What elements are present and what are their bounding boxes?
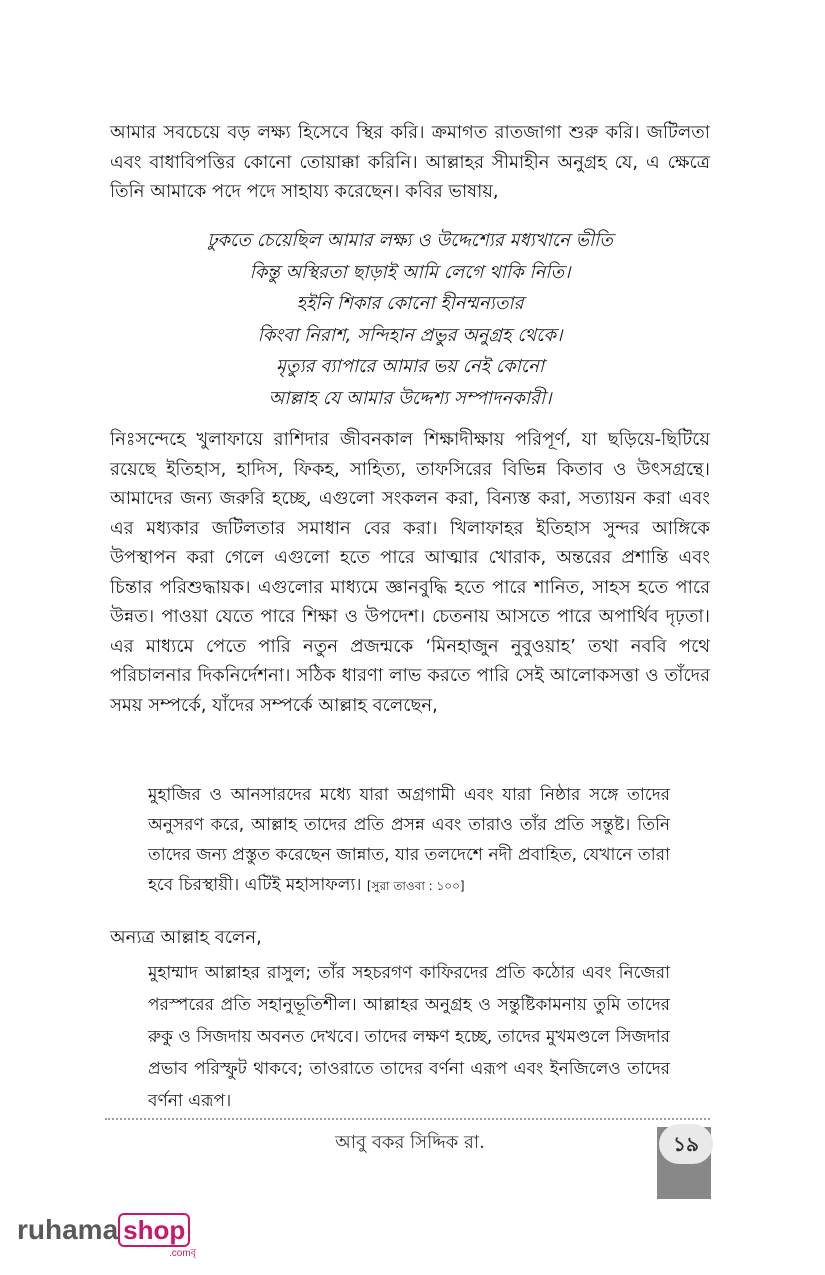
ruhamashop-logo — [17, 1213, 197, 1259]
body-paragraph-2: নিঃসন্দেহে খুলাফায়ে রাশিদার জীবনকাল শিক্ষাদীক্ষায় পরিপূর্ণ, যা ছড়িয়ে-ছিটিয়ে রয়েছে ইতিহাস, হাদিস, ফিকহ, সাহিত্য, তাফসিরের বিভিন্ন কিতাব ও উৎসগ্রন্থে। আমাদের জন্য জরুরি হচ্ছে, এগুলো সংকলন করা, বিন্যস্ত করা, সত্যায়ন করা এবং এর মধ্যকার জটিলতার সমাধান বের করা। খিলাফাহর ইতিহাস সুন্দর আঙ্গিকে উপস্থাপন করা গেলে এগুলো হতে পারে আত্মার খোরাক, অন্তরের প্রশান্তি এবং চিন্তার পরিশুদ্ধায়ক। এগুলোর মাধ্যমে জ্ঞানবুদ্ধি হতে পারে শানিত, সাহস হতে পারে উন্নত। পাওয়া যেতে পারে শিক্ষা ও উপদেশ। চেতনায় আসতে পারে অপার্থিব দৃঢ়তা। এর মাধ্যমে পেতে পারি নতুন প্রজন্মকে ‘মিনহাজুন নুবুওয়াহ’ তথা নববি পথে পরিচালনার দিকনির্দেশনা। সঠিক ধারণা লাভ করতে পারি সেই আলোকসত্তা ও তাঁদের সময় সম্পর্কে, যাঁদের সম্পর্কে আল্লাহ বলেছেন, — [110, 429, 710, 716]
poem-line: ঢুকতে চেয়েছিল আমার লক্ষ্য ও উদ্দেশ্যের মধ্যখানে ভীতি — [207, 230, 613, 251]
logo-domain: .comবৃ — [169, 1248, 197, 1259]
logo-shop-badge: shop — [118, 1213, 190, 1247]
quran-quote-1 — [148, 780, 670, 901]
page-number: ১৯ — [659, 1124, 713, 1164]
running-footer-title: আবু বকর সিদ্দিক রা. — [335, 1132, 485, 1153]
poem-line: আল্লাহ যে আমার উদ্দেশ্য সম্পাদনকারী। — [268, 387, 552, 409]
logo-brand-text: ruhama — [17, 1214, 119, 1245]
body-paragraph-1: আমার সবচেয়ে বড় লক্ষ্য হিসেবে স্থির করি। ক্রমাগত রাতজাগা শুরু করি। জটিলতা এবং বাধাবিপত্তির কোনো তোয়াক্কা করিনি। আল্লাহর সীমাহীন অনুগ্রহ যে, এ ক্ষেত্রে তিনি আমাকে পদে পদে সাহায্য করেছেন। কবির ভাষায়, — [110, 122, 710, 202]
lead-in-text: অন্যত্র আল্লাহ বলেন, — [110, 927, 262, 948]
quran-quote-2: মুহাম্মাদ আল্লাহর রাসুল; তাঁর সহচরগণ কাফিরদের প্রতি কঠোর এবং নিজেরা পরস্পরের প্রতি সহানুভূতিশীল। আল্লাহর অনুগ্রহ ও সন্তুষ্টিকামনায় তুমি তাদের রুকু ও সিজদায় অবনত দেখবে। তাদের লক্ষণ হচ্ছে, তাদের মুখমণ্ডলে সিজদার প্রভাব পরিস্ফুট থাকবে; তাওরাতে তাদের বর্ণনা এরূপ এবং ইনজিলেও তাদের বর্ণনা এরূপ। — [148, 963, 670, 1111]
quote-text: মুহাজির ও আনসারদের মধ্যে যারা অগ্রগামী এবং যারা নিষ্ঠার সঙ্গে তাদের অনুসরণ করে, আল্লাহ তাদের প্রতি প্রসন্ন এবং তারাও তাঁর প্রতি সন্তুষ্ট। তিনি তাদের জন্য প্রস্তুত করেছেন জান্নাত, যার তলদেশে নদী প্রবাহিত, যেখানে তারা হবে চিরস্থায়ী। এটিই মহাসাফল্য। — [148, 785, 670, 895]
poem-line: কিংবা নিরাশ, সন্দিহান প্রভুর অনুগ্রহ থেকে। — [257, 324, 563, 346]
poem — [110, 225, 710, 414]
poem-line: মৃত্যুর ব্যাপারে আমার ভয় নেই কোনো — [275, 356, 545, 377]
quote-reference: [সুরা তাওবা : ১০০] — [366, 879, 465, 893]
footer-divider — [105, 1118, 710, 1120]
poem-line: কিন্তু অস্থিরতা ছাড়াই আমি লেগে থাকি নিতি। — [249, 261, 571, 283]
poem-line: হইনি শিকার কোনো হীনম্মন্যতার — [296, 293, 524, 314]
